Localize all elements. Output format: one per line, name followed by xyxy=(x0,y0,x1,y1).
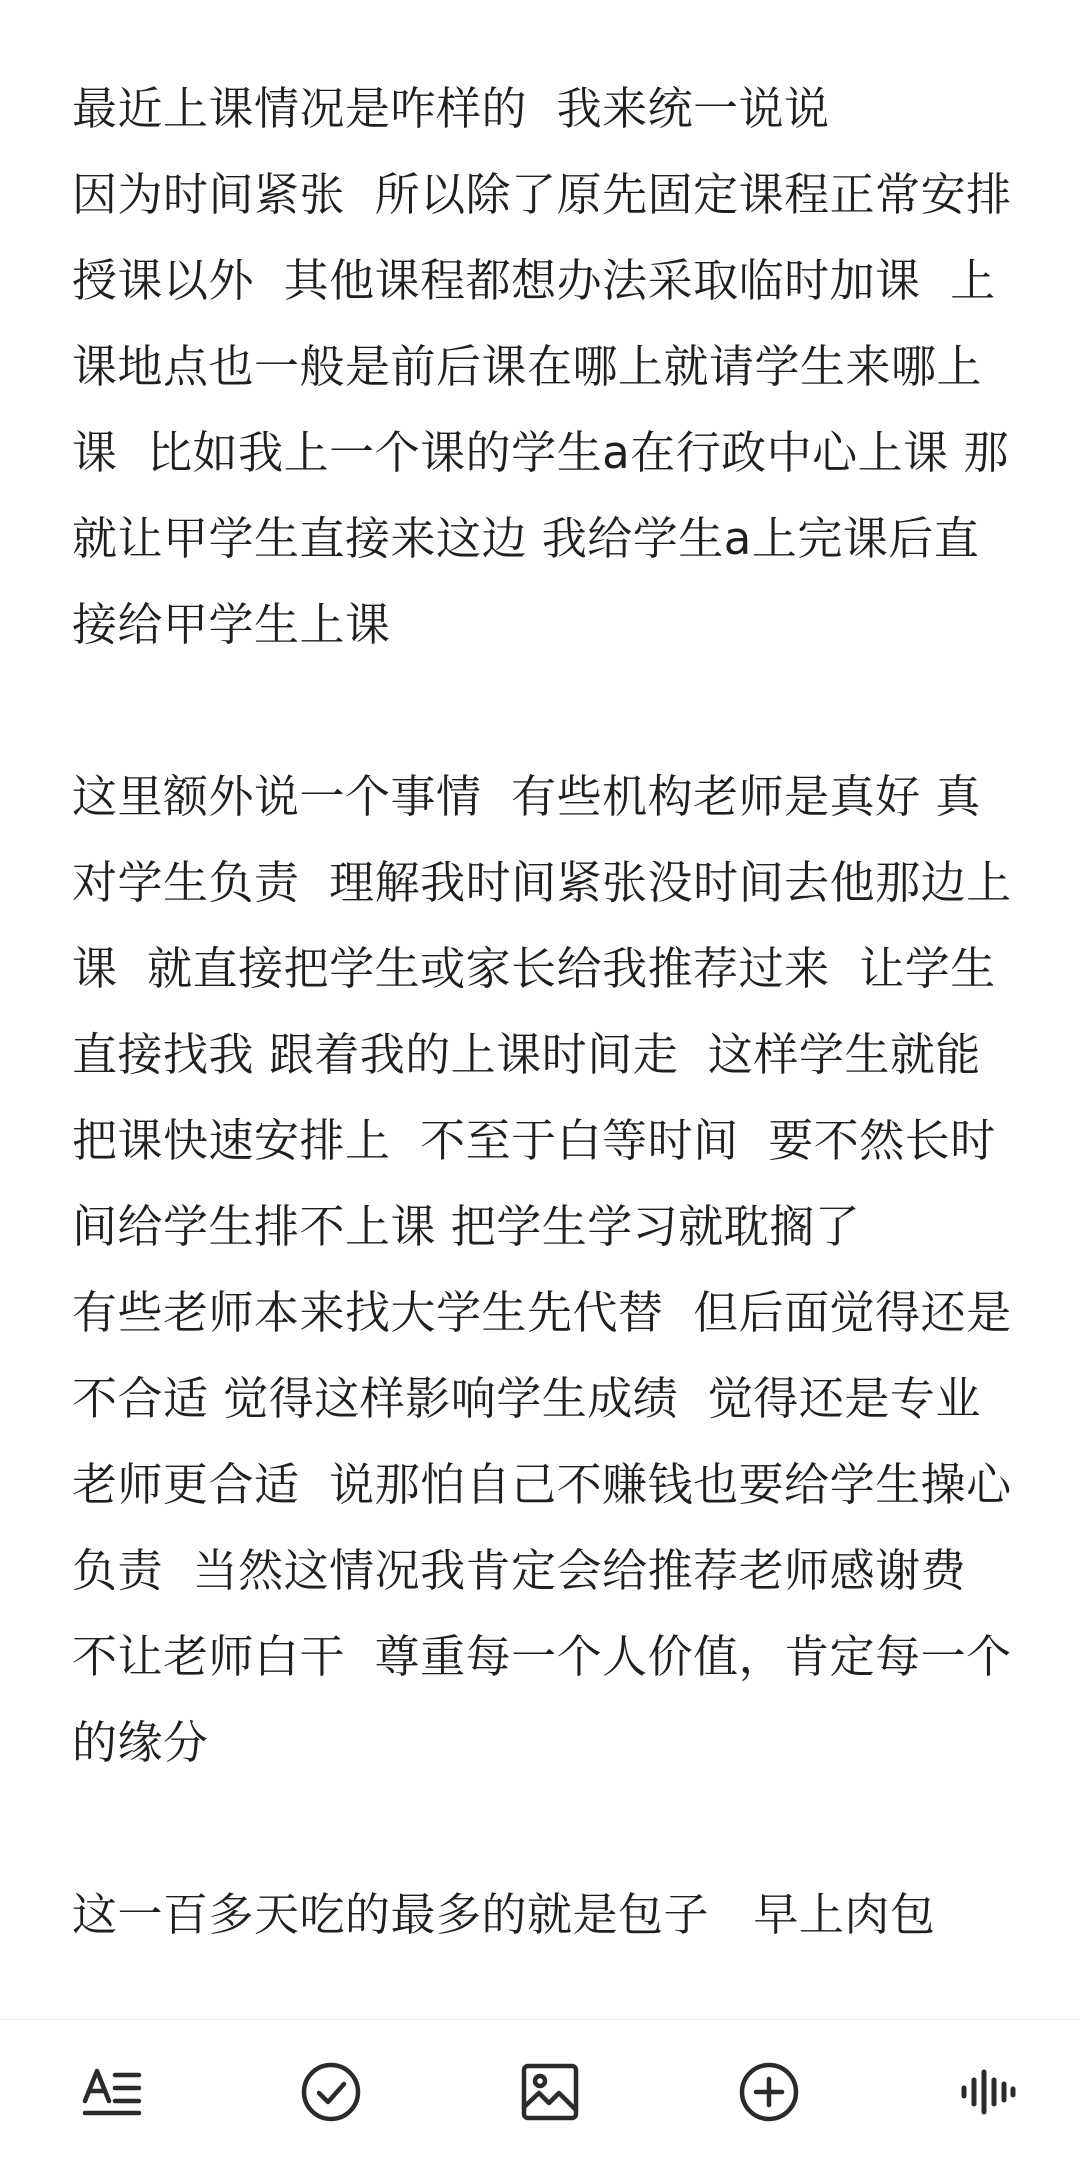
voice-icon xyxy=(955,2059,1021,2125)
image-icon xyxy=(517,2059,583,2125)
voice-button[interactable] xyxy=(950,2054,1026,2130)
text-format-button[interactable] xyxy=(74,2054,150,2130)
add-icon xyxy=(736,2059,802,2125)
image-button[interactable] xyxy=(512,2054,588,2130)
text-format-icon xyxy=(79,2059,145,2125)
bottom-toolbar xyxy=(0,2019,1080,2181)
add-button[interactable] xyxy=(731,2054,807,2130)
checklist-button[interactable] xyxy=(293,2054,369,2130)
note-body-text[interactable]: 最近上课情况是咋样的 我来统一说说 因为时间紧张 所以除了原先固定课程正常安排授课以外 其他课程都想办法采取临时加课 上课地点也一般是前后课在哪上就请学生来哪上课 比如我上一个课的学生a在行政中心上课 那就让甲学生直接来这边 我给学生a上完课后直接给甲学生上课 这里额外说一个事情 有些机构老师是真好 真对学生负责 理解我时间紧张没时间去他那边上课 就直接把学生或家长给我推荐过来 让学生直接找我 跟着我的上课时间走 这样学生就能把课快速安排上 不至于白等时间 要不然长时间给学生排不上课 把学生学习就耽搁了 有些老师本来找大学生先代替 但后面觉得还是不合适 觉得这样影响学生成绩 觉得还是专业老师更合适 说那怕自己不赚钱也要给学生操心负责 当然这情况我肯定会给推荐老师感谢费 不让老师白干 尊重每一个人价值，肯定每一个的缘分 这一百多天吃的最多的就是包子 早上肉包 xyxy=(72,82,1012,1941)
checklist-icon xyxy=(298,2059,364,2125)
